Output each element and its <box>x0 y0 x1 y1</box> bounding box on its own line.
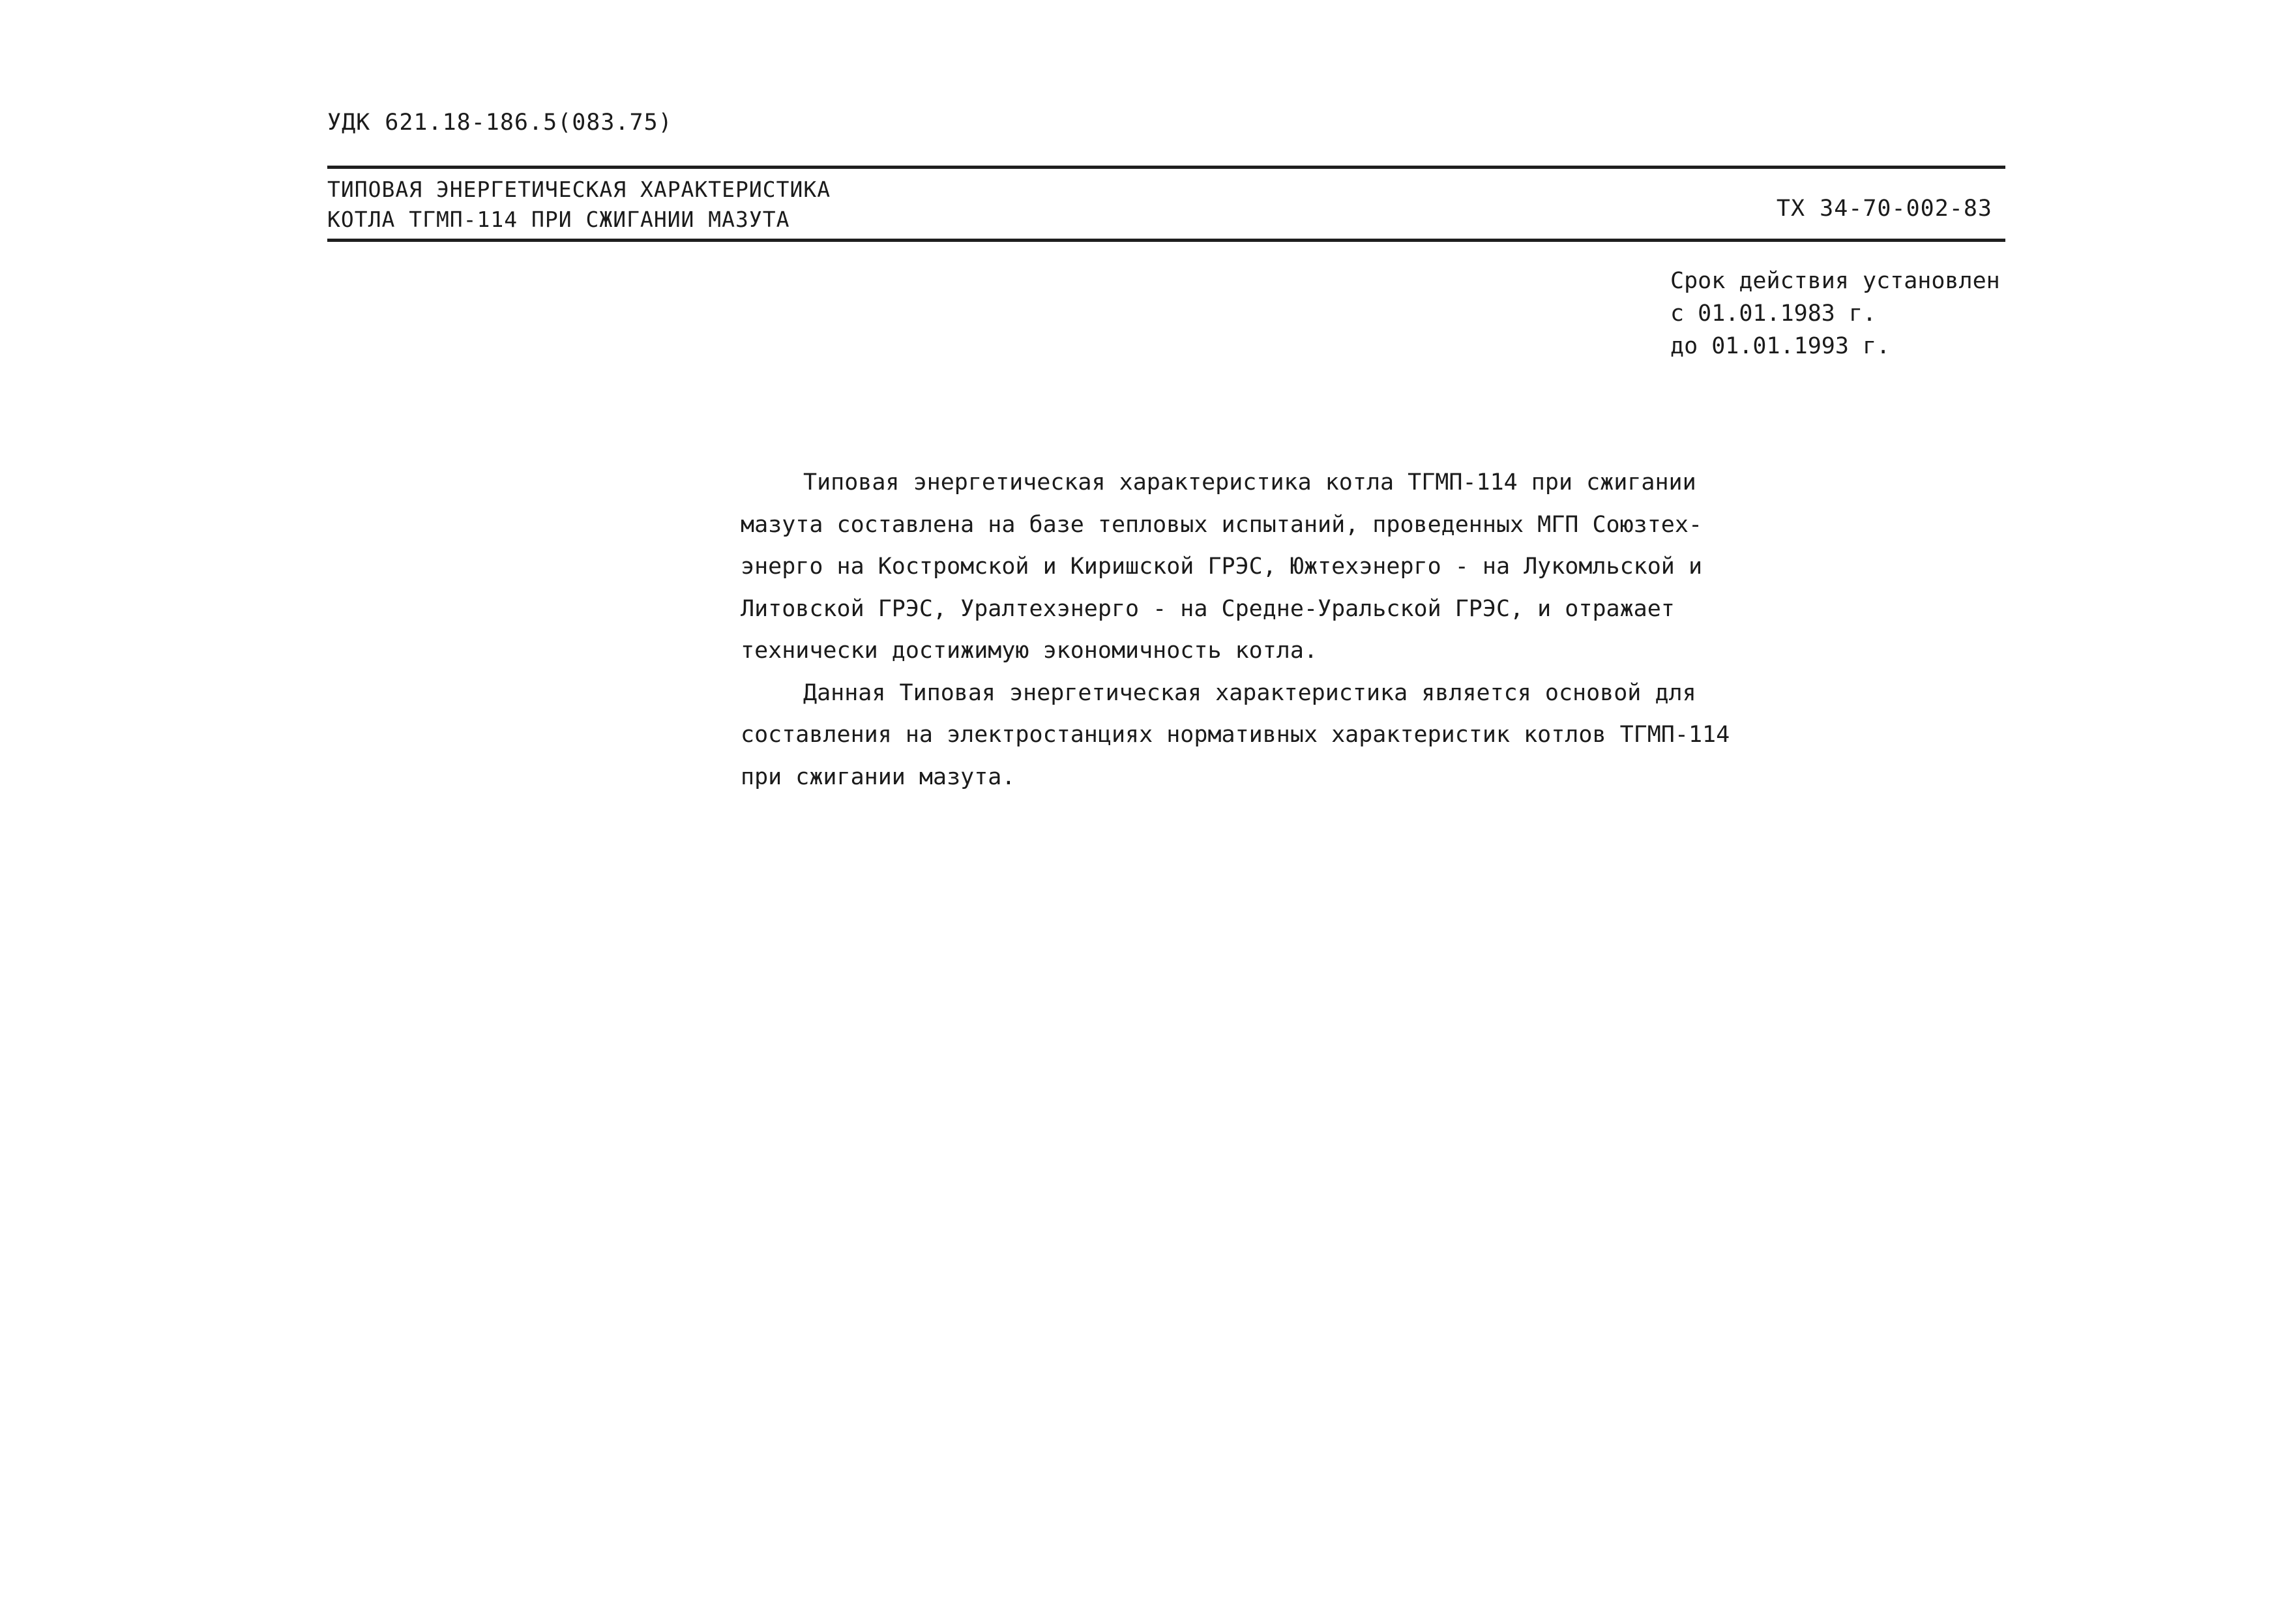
validity-line-3: до 01.01.1993 г. <box>1670 333 1891 359</box>
document-title-line-1: ТИПОВАЯ ЭНЕРГЕТИЧЕСКАЯ ХАРАКТЕРИСТИКА <box>327 177 831 202</box>
body-line-8: при сжигании мазута. <box>741 763 1016 790</box>
validity-line-2: с 01.01.1983 г. <box>1670 301 1877 327</box>
body-line-2: мазута составлена на базе тепловых испытаний, проведенных МГП Союзтех- <box>741 511 1703 538</box>
validity-period <box>1670 265 2000 362</box>
body-line-3: энерго на Костромской и Киришской ГРЭС, Южтехэнерго - на Лукомльской и <box>741 554 1703 580</box>
body-text <box>741 462 1730 798</box>
validity-line-1: Срок действия установлен <box>1670 268 2000 294</box>
body-line-7: составления на электростанциях нормативных характеристик котлов ТГМП-114 <box>741 722 1730 748</box>
document-code: ТХ 34-70-002-83 <box>1776 196 1992 222</box>
body-line-6: Данная Типовая энергетическая характеристика является основой для <box>803 679 1696 706</box>
document-title-line-2: КОТЛА ТГМП-114 ПРИ СЖИГАНИИ МАЗУТА <box>327 207 790 232</box>
document-title <box>327 175 831 235</box>
body-line-5: технически достижимую экономичность котла. <box>741 638 1318 664</box>
header-rule-top <box>327 166 2005 169</box>
body-line-1: Типовая энергетическая характеристика котла ТГМП-114 при сжигании <box>803 469 1696 495</box>
body-line-4: Литовской ГРЭС, Уралтехэнерго - на Средне-Уральской ГРЭС, и отражает <box>741 595 1675 622</box>
header-rule-bottom <box>327 239 2005 242</box>
udk-code: УДК 621.18-186.5(083.75) <box>327 110 673 136</box>
